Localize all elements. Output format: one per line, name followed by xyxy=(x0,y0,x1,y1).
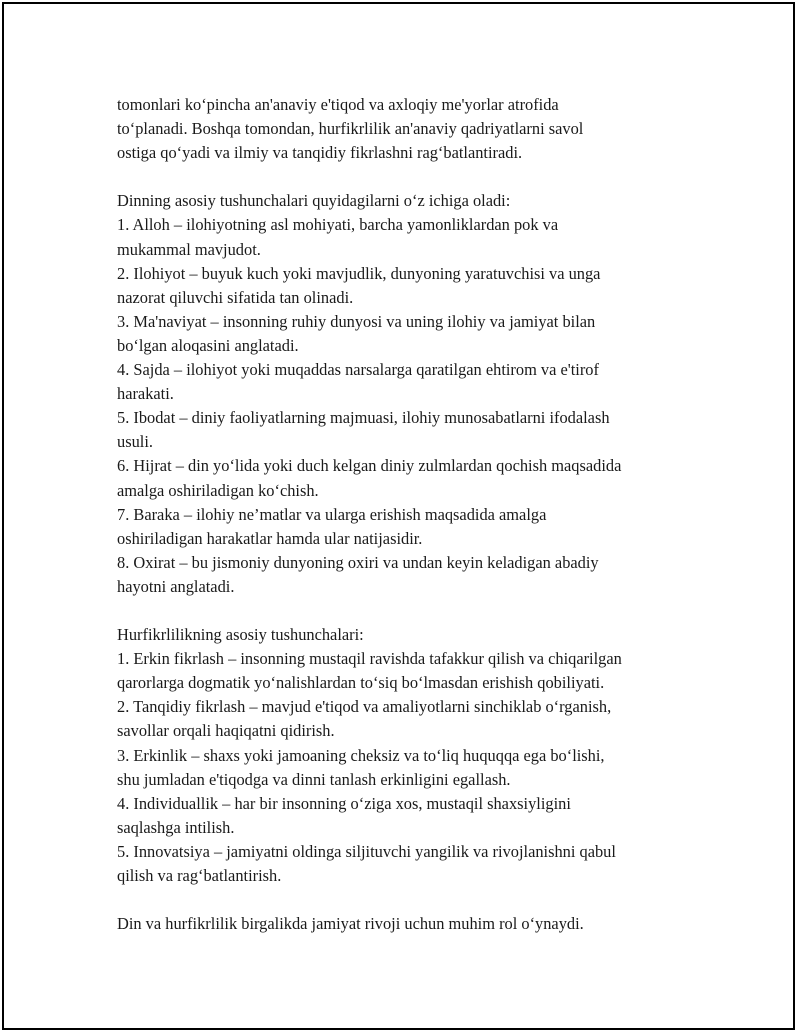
list-item: 3. Erkinlik – shaxs yoki jamoaning cheksiz va to‘liq huquqqa ega bo‘lishi, shu jumladan e'tiqodga va dinni tanlash erkinligini egallash. xyxy=(117,745,605,789)
list-item: 4. Individuallik – har bir insonning o‘ziga xos, mustaqil shaxsiyligini saqlashga intilish. xyxy=(117,793,571,837)
conclusion-paragraph: Din va hurfikrlilik birgalikda jamiyat rivoji uchun muhim rol o‘ynaydi. xyxy=(117,914,584,934)
religion-concepts-heading: Dinning asosiy tushunchalari quyidagilarni o‘z ichiga oladi: xyxy=(117,191,511,211)
list-item: 5. Ibodat – diniy faoliyatlarning majmuasi, ilohiy munosabatlarni ifodalash usuli. xyxy=(117,408,610,452)
document-body xyxy=(117,93,707,936)
religion-concepts-list xyxy=(117,213,707,599)
freethought-concepts-list xyxy=(117,647,707,888)
paragraph-spacer xyxy=(117,165,707,189)
paragraph-spacer xyxy=(117,888,707,912)
list-item: 6. Hijrat – din yo‘lida yoki duch kelgan diniy zulmlardan qochish maqsadida amalga oshiriladigan ko‘chish. xyxy=(117,456,622,500)
list-item: 5. Innovatsiya – jamiyatni oldinga siljituvchi yangilik va rivojlanishni qabul qilish va rag‘batlantirish. xyxy=(117,841,616,885)
list-item: 4. Sajda – ilohiyot yoki muqaddas narsalarga qaratilgan ehtirom va e'tirof harakati. xyxy=(117,360,599,404)
list-item: 3. Ma'naviyat – insonning ruhiy dunyosi va uning ilohiy va jamiyat bilan bo‘lgan aloqasini anglatadi. xyxy=(117,311,596,355)
freethought-concepts-heading: Hurfikrlilikning asosiy tushunchalari: xyxy=(117,625,364,645)
list-item: 8. Oxirat – bu jismoniy dunyoning oxiri va undan keyin keladigan abadiy hayotni anglatadi. xyxy=(117,552,599,596)
intro-paragraph: tomonlari ko‘pincha an'anaviy e'tiqod va axloqiy me'yorlar atrofida to‘planadi. Boshqa tomondan, hurfikrlilik an'anaviy qadriyatlarni savol ostiga qo‘yadi va ilmiy va tanqidiy fikrlashni rag‘batlantiradi. xyxy=(117,95,584,163)
list-item: 1. Erkin fikrlash – insonning mustaqil ravishda tafakkur qilish va chiqarilgan qarorlarga dogmatik yo‘nalishlardan to‘siq bo‘lmasdan erishish qobiliyati. xyxy=(117,649,622,693)
paragraph-spacer xyxy=(117,599,707,623)
list-item: 2. Ilohiyot – buyuk kuch yoki mavjudlik, dunyoning yaratuvchisi va unga nazorat qiluvchi sifatida tan olinadi. xyxy=(117,263,601,307)
list-item: 1. Alloh – ilohiyotning asl mohiyati, barcha yamonliklardan pok va mukammal mavjudot. xyxy=(117,215,559,259)
list-item: 2. Tanqidiy fikrlash – mavjud e'tiqod va amaliyotlarni sinchiklab o‘rganish, savollar orqali haqiqatni qidirish. xyxy=(117,697,612,741)
list-item: 7. Baraka – ilohiy ne’matlar va ularga erishish maqsadida amalga oshiriladigan harakatlar hamda ular natijasidir. xyxy=(117,504,547,548)
